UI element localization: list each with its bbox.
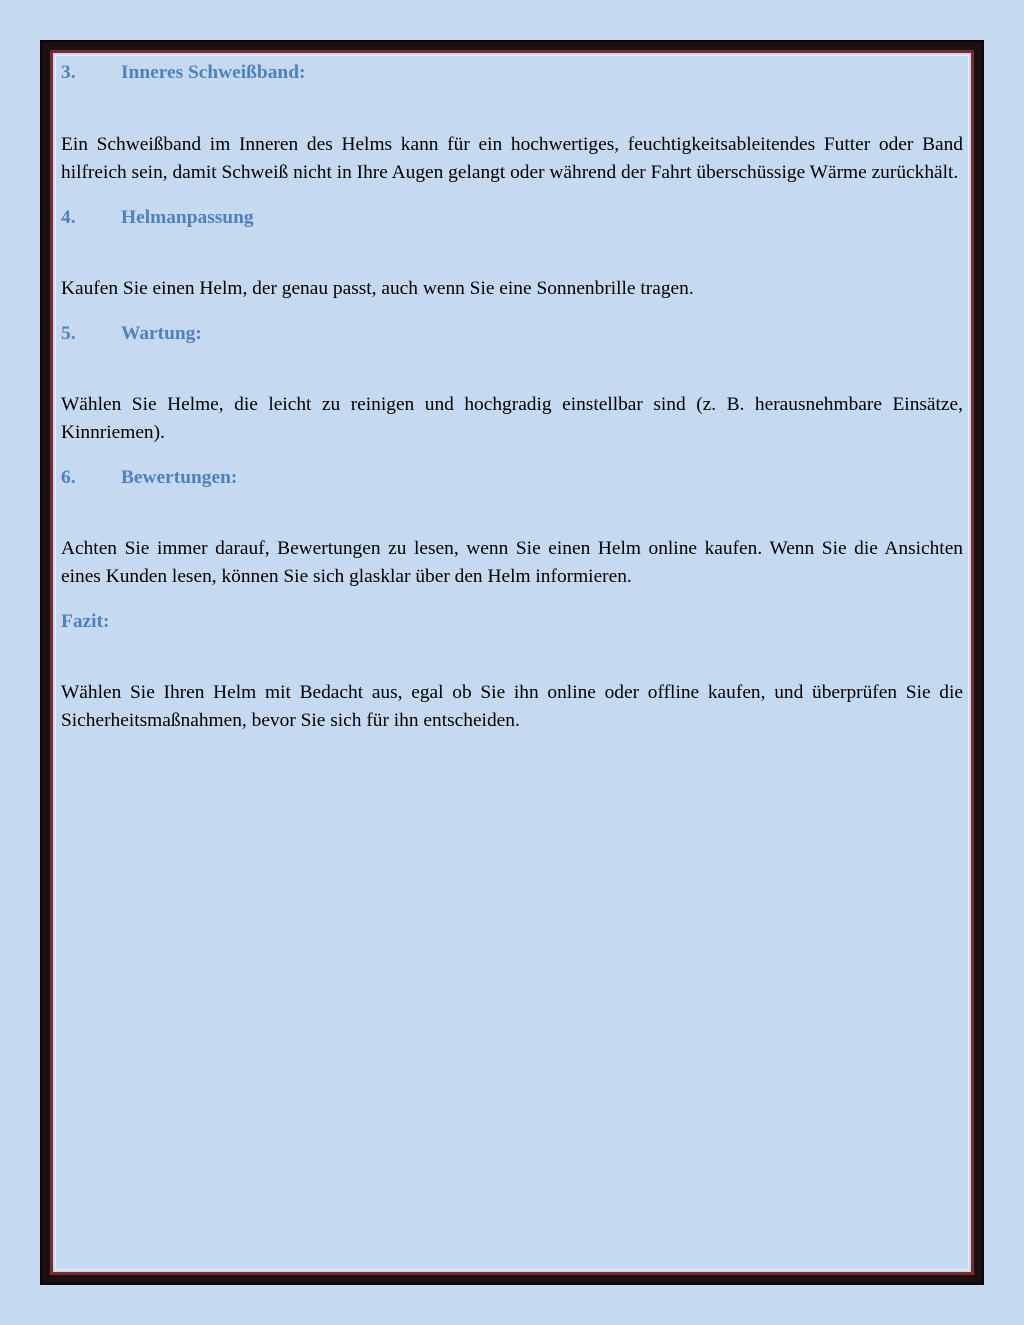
section-title: Bewertungen: (121, 467, 238, 488)
section-heading-3 (61, 56, 963, 90)
section-title: Inneres Schweißband: (121, 62, 306, 83)
section-number: 4. (61, 207, 76, 228)
conclusion-heading (61, 605, 963, 639)
section-paragraph: Wählen Sie Helme, die leicht zu reinigen und hochgradig einstellbar sind (z. B. herausnehmbare Einsätze, Kinnriemen). (61, 394, 963, 443)
conclusion-paragraph: Wählen Sie Ihren Helm mit Bedacht aus, egal ob Sie ihn online oder offline kaufen, und überprüfen Sie die Sicherheitsmaßnahmen, bevor Sie sich für ihn entscheiden. (61, 682, 963, 731)
section-number: 6. (61, 467, 76, 488)
section-heading-5 (61, 317, 963, 351)
section-paragraph: Kaufen Sie einen Helm, der genau passt, auch wenn Sie eine Sonnenbrille tragen. (61, 278, 694, 299)
section-heading-6 (61, 461, 963, 495)
document-content (61, 56, 963, 735)
conclusion-title: Fazit: (61, 611, 110, 632)
section-number: 5. (61, 323, 76, 344)
section-number: 3. (61, 62, 76, 83)
section-paragraph: Achten Sie immer darauf, Bewertungen zu lesen, wenn Sie einen Helm online kaufen. Wenn Sie die Ansichten eines Kunden lesen, können Sie sich glasklar über den Helm informieren. (61, 538, 963, 587)
section-title: Helmanpassung (121, 207, 254, 228)
section-title: Wartung: (121, 323, 202, 344)
section-paragraph: Ein Schweißband im Inneren des Helms kann für ein hochwertiges, feuchtigkeitsableitendes Futter oder Band hilfreich sein, damit Schweiß nicht in Ihre Augen gelangt oder während der Fahrt überschüssige Wärme zurückhält. (61, 134, 963, 183)
section-heading-4 (61, 201, 963, 235)
